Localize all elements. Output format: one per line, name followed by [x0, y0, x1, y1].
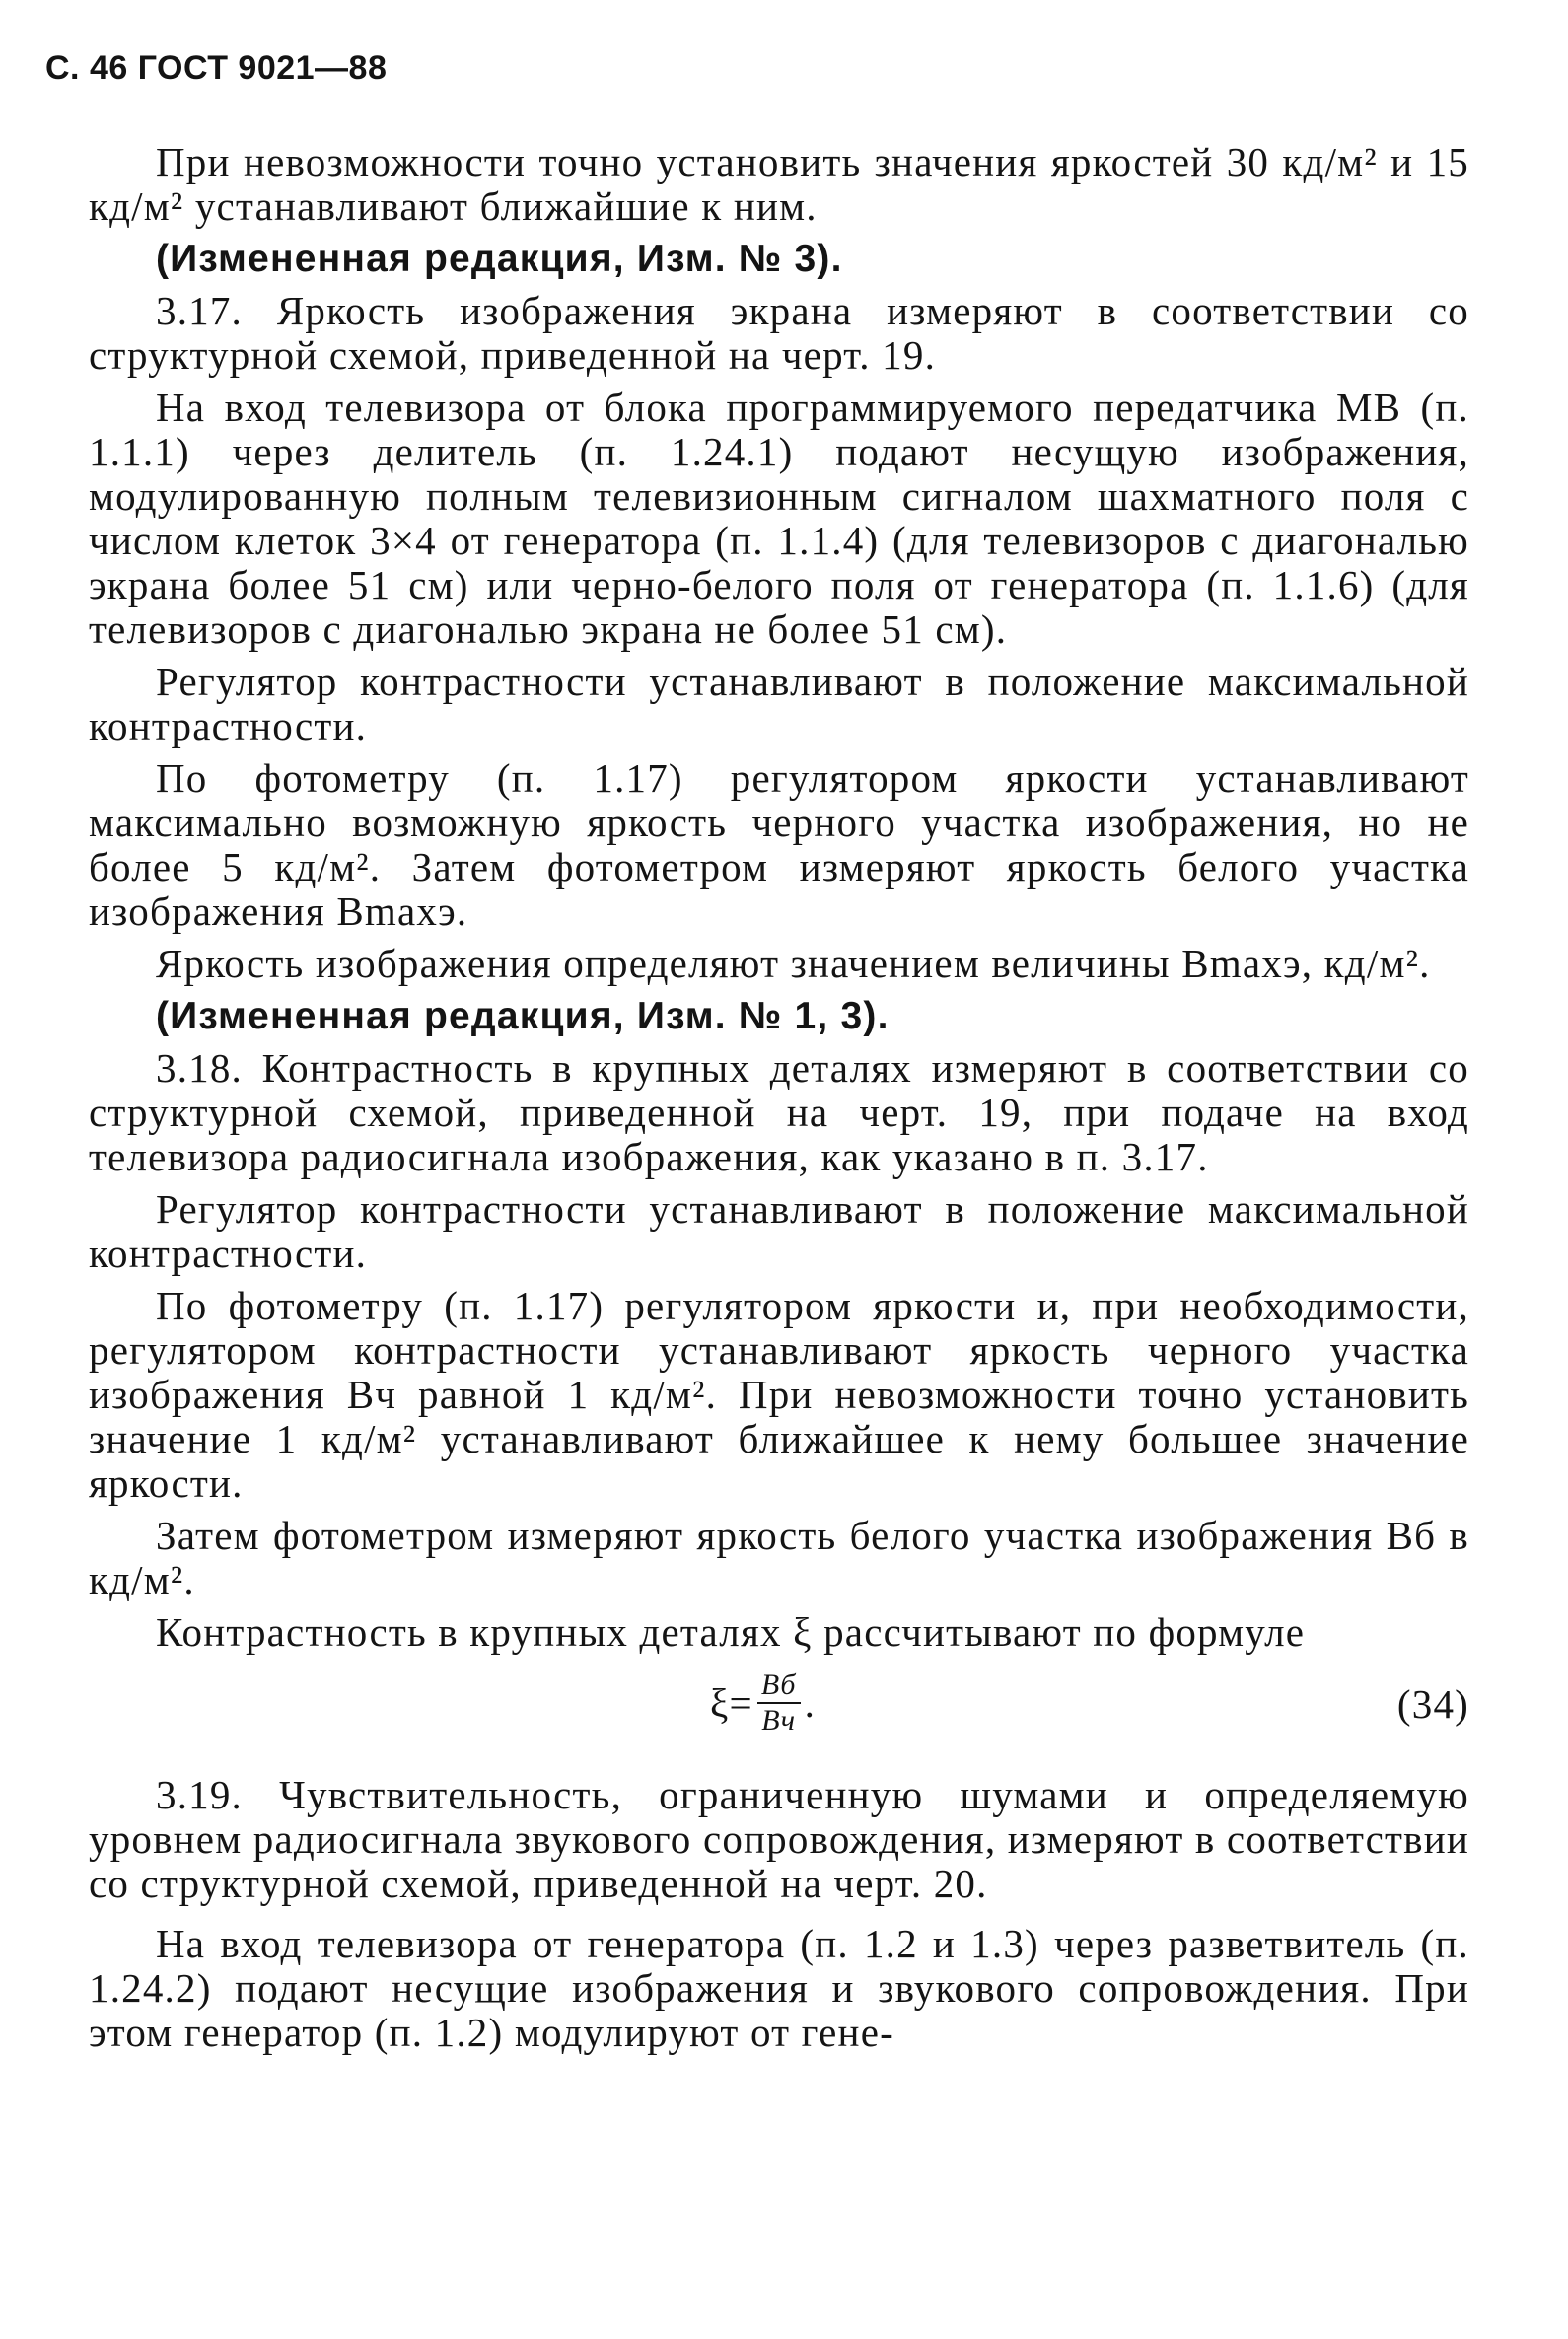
paragraph-input-signal: На вход телевизора от блока программируемого передатчика МВ (п. 1.1.1) через делитель (п. 1.24.1) подают несущую изображения, модулированную полным телевизионным сигналом шахматного поля с числом клеток 3×4 от генератора (п. 1.1.4) (для телевизоров с диагональю экрана более 51 см) или черно-белого поля от генератора (п. 1.1.6) (для телевизоров с диагональю экрана не более 51 см).	[89, 385, 1469, 652]
paragraph-brightness-value: Яркость изображения определяют значением величины Bmaxэ, кд/м².	[156, 941, 1431, 986]
formula-denominator: Bч	[761, 1704, 797, 1737]
formula-lhs: ξ=	[710, 1679, 753, 1726]
revision-note-1: (Измененная редакция, Изм. № 3).	[156, 238, 843, 280]
formula-numerator: Bб	[757, 1668, 801, 1704]
paragraph-contrast-setting-2: Регулятор контрастности устанавливают в положение максимальной контрастности.	[89, 1186, 1469, 1276]
page-header: С. 46 ГОСТ 9021—88	[45, 49, 388, 87]
formula-fraction	[757, 1668, 801, 1737]
paragraph-3-17: 3.17. Яркость изображения экрана измеряют в соответствии со структурной схемой, приведенной на черт. 19.	[89, 288, 1469, 378]
paragraph-1: При невозможности точно установить значения яркостей 30 кд/м² и 15 кд/м² устанавливают ближайшие к ним.	[89, 139, 1469, 229]
paragraph-3-18: 3.18. Контрастность в крупных деталях измеряют в соответствии со структурной схемой, приведенной на черт. 19, при подаче на вход телевизора радиосигнала изображения, как указано в п. 3.17.	[89, 1045, 1469, 1179]
revision-note-2: (Измененная редакция, Изм. № 1, 3).	[156, 995, 890, 1037]
paragraph-contrast-setting: Регулятор контрастности устанавливают в положение максимальной контрастности.	[89, 659, 1469, 748]
paragraph-black-area: По фотометру (п. 1.17) регулятором яркости и, при необходимости, регулятором контрастности устанавливают яркость черного участка изображения Bч равной 1 кд/м². При невозможности точно установить значение 1 кд/м² устанавливают ближайшее к нему большее значение яркости.	[89, 1283, 1469, 1506]
formula-34	[710, 1668, 816, 1737]
paragraph-formula-intro: Контрастность в крупных деталях ξ рассчитывают по формуле	[156, 1609, 1306, 1655]
paragraph-3-19: 3.19. Чувствительность, ограниченную шумами и определяемую уровнем радиосигнала звукового сопровождения, измеряют в соответствии со структурной схемой, приведенной на черт. 20.	[89, 1772, 1469, 1906]
paragraph-photometer: По фотометру (п. 1.17) регулятором яркости устанавливают максимально возможную яркость черного участка изображения, но не более 5 кд/м². Затем фотометром измеряют яркость белого участка изображения Bmaxэ.	[89, 755, 1469, 934]
formula-end: .	[804, 1679, 817, 1726]
document-body	[89, 140, 1469, 2063]
formula-block	[89, 1663, 1469, 1757]
paragraph-generator: На вход телевизора от генератора (п. 1.2 и 1.3) через разветвитель (п. 1.24.2) подают несущие изображения и звукового сопровождения. При этом генератор (п. 1.2) модулируют от гене-	[89, 1921, 1469, 2055]
formula-number: (34)	[1396, 1681, 1469, 1727]
paragraph-white-area: Затем фотометром измеряют яркость белого участка изображения Bб в кд/м².	[89, 1513, 1469, 1602]
